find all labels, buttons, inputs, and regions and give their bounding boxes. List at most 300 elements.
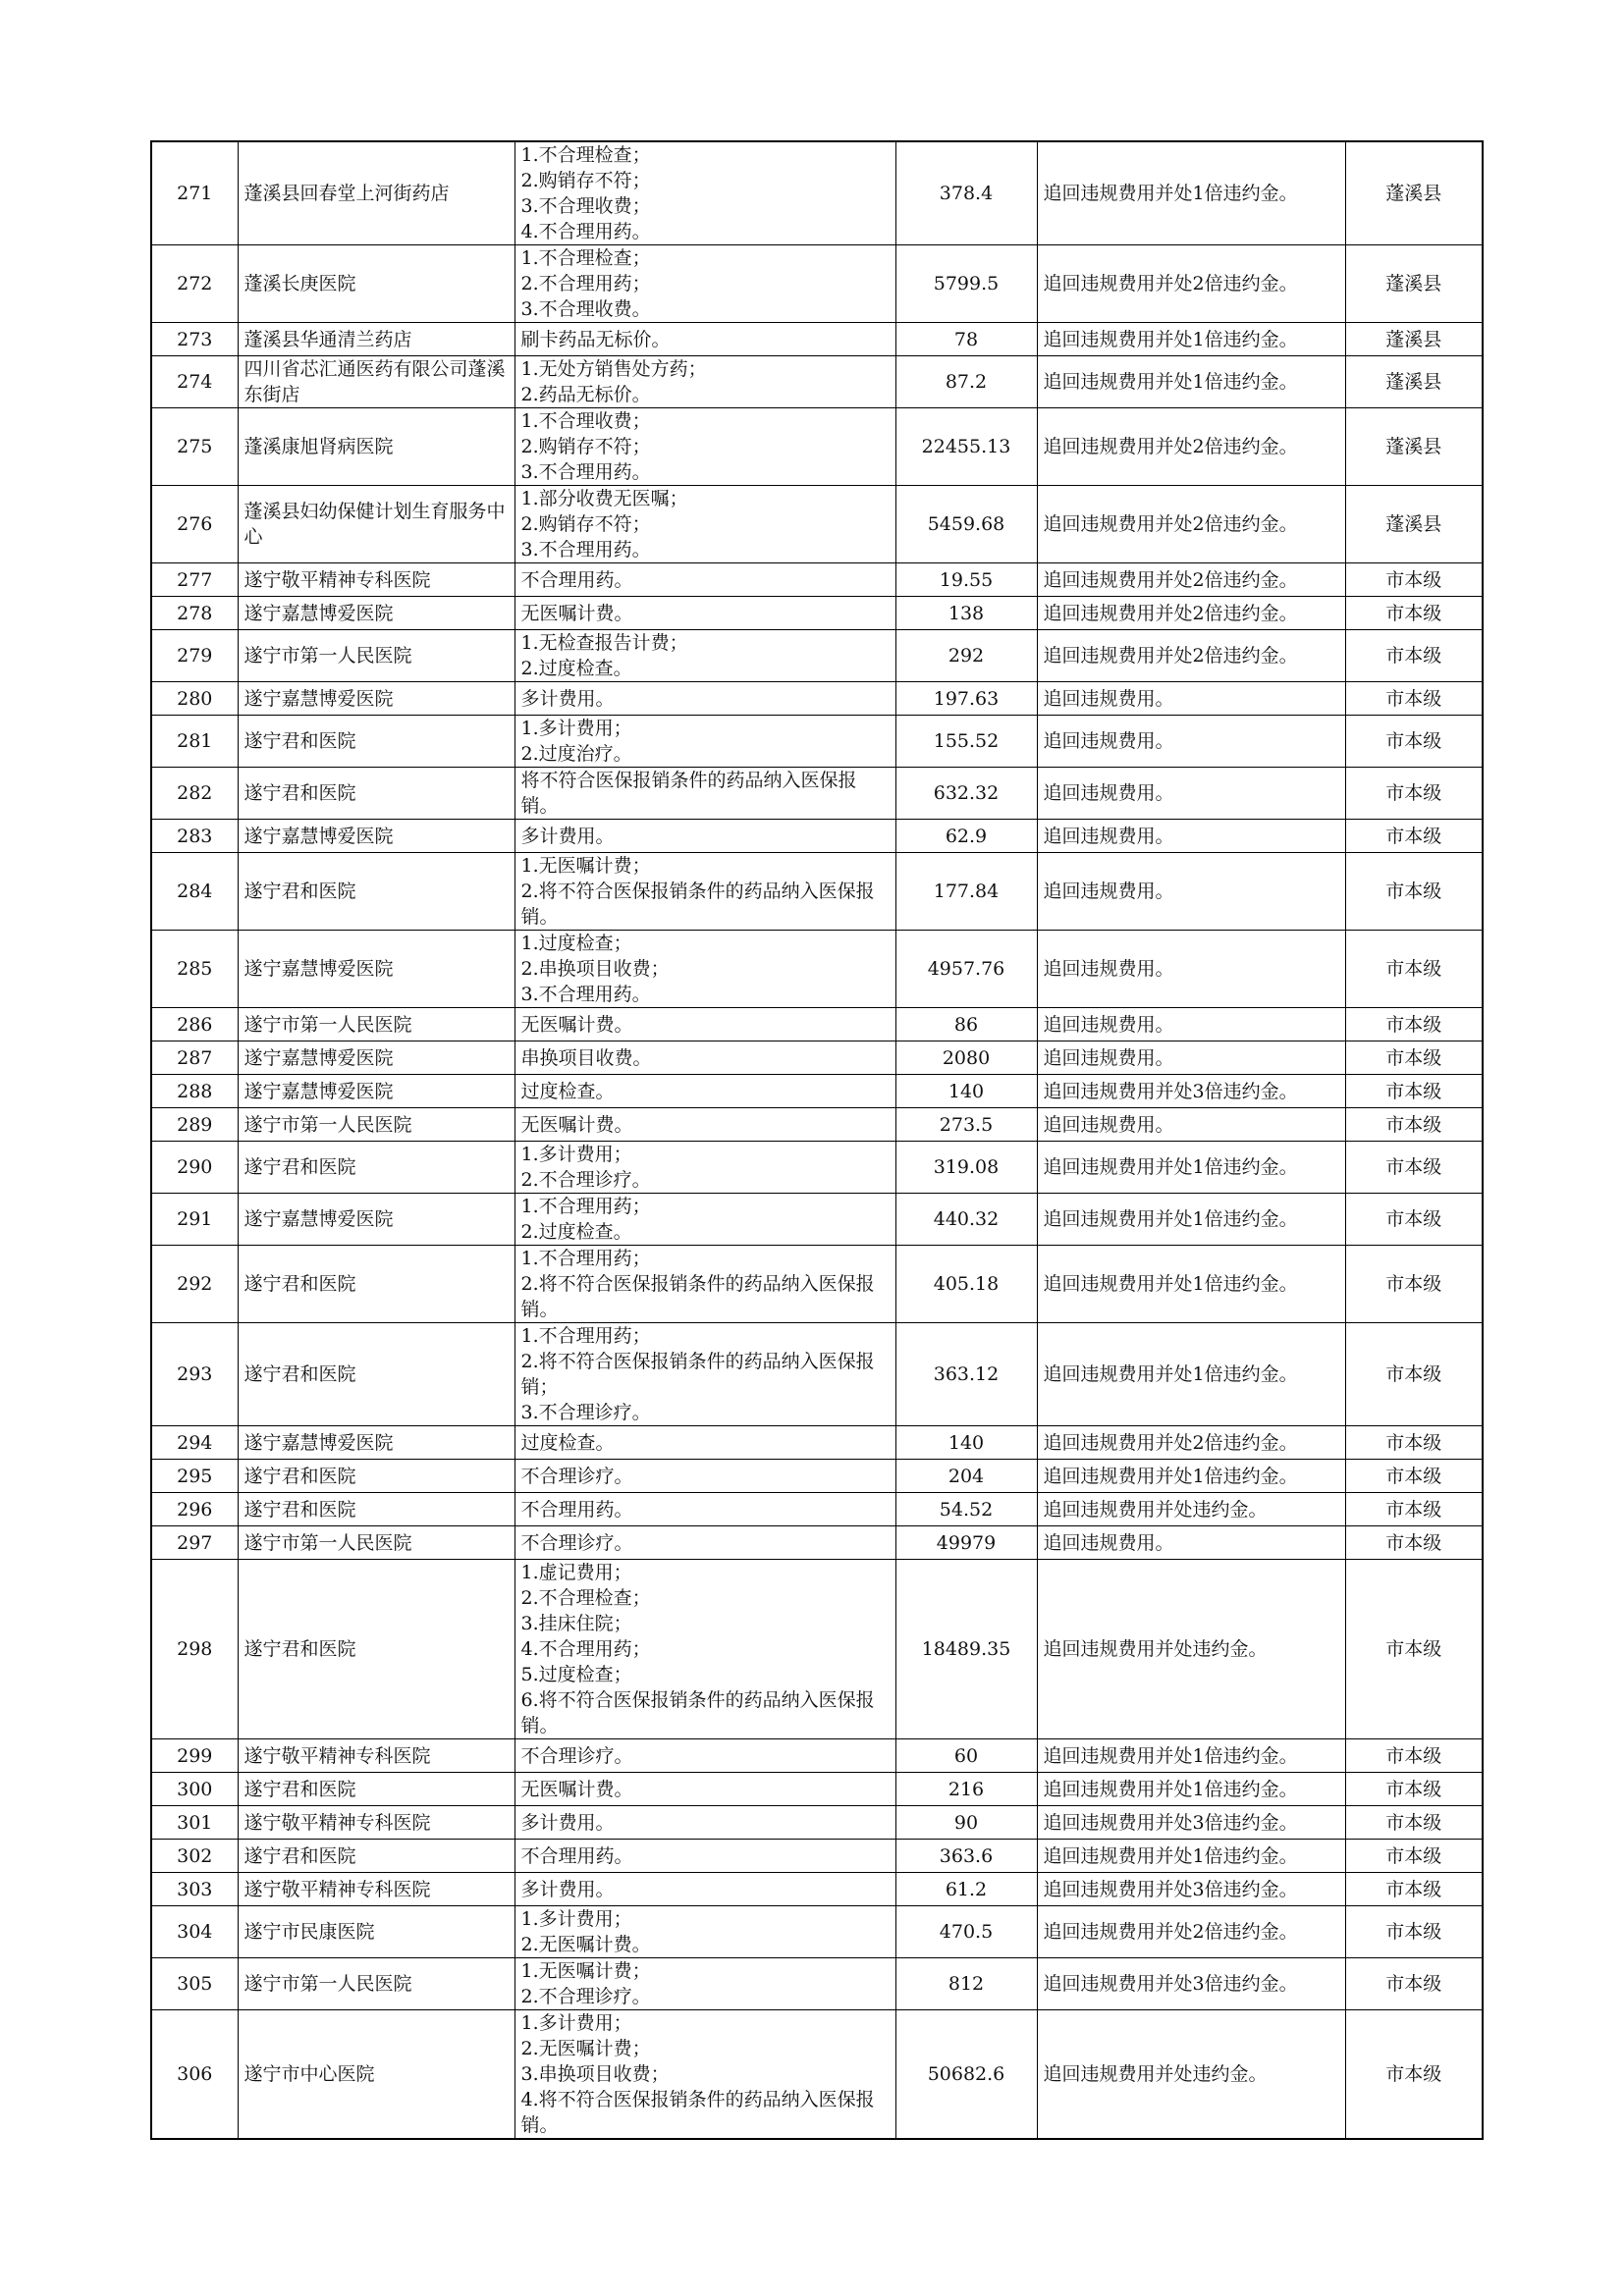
jurisdiction-level: 蓬溪县 [1345, 486, 1483, 563]
table-row [151, 356, 1483, 408]
table-row [151, 630, 1483, 682]
violation-amount: 90 [895, 1806, 1037, 1840]
row-number: 284 [151, 853, 238, 931]
violation-item: 多计费用。 [520, 1811, 615, 1834]
violation-amount: 363.12 [895, 1323, 1037, 1426]
table-row [151, 1493, 1483, 1526]
violation-amount: 197.63 [895, 682, 1037, 716]
violation-list [514, 597, 895, 630]
institution-name: 遂宁敬平精神专科医院 [238, 563, 514, 597]
row-number: 289 [151, 1108, 238, 1142]
institution-name: 遂宁君和医院 [238, 768, 514, 820]
violation-amount: 405.18 [895, 1246, 1037, 1323]
violation-item: 3.串换项目收费； [520, 2063, 670, 2085]
violation-list [514, 853, 895, 931]
violation-list [514, 1075, 895, 1108]
handling-action: 追回违规费用并处3倍违约金。 [1037, 1806, 1345, 1840]
institution-name: 遂宁嘉慧博爱医院 [238, 1075, 514, 1108]
violation-item: 1.不合理检查； [520, 144, 651, 166]
violation-amount: 319.08 [895, 1142, 1037, 1194]
table-row [151, 2010, 1483, 2140]
row-number: 294 [151, 1426, 238, 1460]
table-row [151, 141, 1483, 245]
table-row [151, 597, 1483, 630]
violation-amount: 19.55 [895, 563, 1037, 597]
table-row [151, 768, 1483, 820]
jurisdiction-level: 市本级 [1345, 1493, 1483, 1526]
table-row [151, 820, 1483, 853]
violation-item: 不合理诊疗。 [520, 1531, 633, 1554]
violation-item: 1.多计费用； [520, 1144, 632, 1165]
institution-name: 遂宁君和医院 [238, 716, 514, 768]
violation-list [514, 1773, 895, 1806]
violation-list [514, 682, 895, 716]
violation-list [514, 1560, 895, 1739]
violation-item: 1.无处方销售处方药； [520, 358, 707, 380]
violation-item: 2.不合理用药； [520, 273, 651, 294]
table-row [151, 1142, 1483, 1194]
row-number: 288 [151, 1075, 238, 1108]
row-number: 276 [151, 486, 238, 563]
violation-amount: 18489.35 [895, 1560, 1037, 1739]
jurisdiction-level: 市本级 [1345, 630, 1483, 682]
institution-name: 蓬溪县回春堂上河街药店 [238, 141, 514, 245]
jurisdiction-level: 市本级 [1345, 1560, 1483, 1739]
jurisdiction-level: 市本级 [1345, 1840, 1483, 1873]
row-number: 281 [151, 716, 238, 768]
table-row [151, 1739, 1483, 1773]
handling-action: 追回违规费用并处违约金。 [1037, 2010, 1345, 2140]
violation-item: 6.将不符合医保报销条件的药品纳入医保报销。 [520, 1689, 875, 1736]
violation-item: 1.虚记费用； [520, 1562, 632, 1583]
institution-name: 遂宁君和医院 [238, 1246, 514, 1323]
row-number: 296 [151, 1493, 238, 1526]
handling-action: 追回违规费用并处违约金。 [1037, 1560, 1345, 1739]
row-number: 286 [151, 1008, 238, 1041]
violation-item: 3.不合理诊疗。 [520, 1402, 651, 1423]
jurisdiction-level: 市本级 [1345, 597, 1483, 630]
violation-amount: 216 [895, 1773, 1037, 1806]
violation-item: 3.不合理用药。 [520, 539, 651, 561]
violation-list [514, 1108, 895, 1142]
jurisdiction-level: 市本级 [1345, 716, 1483, 768]
violation-list [514, 1806, 895, 1840]
institution-name: 遂宁君和医院 [238, 1773, 514, 1806]
handling-action: 追回违规费用。 [1037, 931, 1345, 1008]
table-row [151, 486, 1483, 563]
violation-amount: 60 [895, 1739, 1037, 1773]
row-number: 292 [151, 1246, 238, 1323]
violation-list [514, 1906, 895, 1958]
handling-action: 追回违规费用并处1倍违约金。 [1037, 1323, 1345, 1426]
institution-name: 遂宁嘉慧博爱医院 [238, 682, 514, 716]
violation-list [514, 323, 895, 356]
row-number: 290 [151, 1142, 238, 1194]
table-row [151, 1873, 1483, 1906]
violation-item: 2.过度检查。 [520, 1221, 632, 1243]
violation-amount: 292 [895, 630, 1037, 682]
violation-amount: 273.5 [895, 1108, 1037, 1142]
table-row [151, 931, 1483, 1008]
jurisdiction-level: 市本级 [1345, 1526, 1483, 1560]
violation-item: 多计费用。 [520, 687, 615, 710]
violation-amount: 49979 [895, 1526, 1037, 1560]
table-row [151, 1194, 1483, 1246]
violation-list [514, 931, 895, 1008]
jurisdiction-level: 市本级 [1345, 1246, 1483, 1323]
table-row [151, 1526, 1483, 1560]
handling-action: 追回违规费用并处1倍违约金。 [1037, 1840, 1345, 1873]
row-number: 306 [151, 2010, 238, 2140]
table-row [151, 1426, 1483, 1460]
jurisdiction-level: 市本级 [1345, 768, 1483, 820]
institution-name: 蓬溪县华通清兰药店 [238, 323, 514, 356]
jurisdiction-level: 市本级 [1345, 1041, 1483, 1075]
violation-list [514, 1323, 895, 1426]
row-number: 277 [151, 563, 238, 597]
row-number: 278 [151, 597, 238, 630]
violation-item: 2.无医嘱计费； [520, 2038, 651, 2059]
violation-item: 1.不合理用药； [520, 1325, 651, 1347]
violation-item: 2.将不符合医保报销条件的药品纳入医保报销； [520, 1351, 875, 1398]
handling-action: 追回违规费用并处2倍违约金。 [1037, 245, 1345, 323]
handling-action: 追回违规费用并处2倍违约金。 [1037, 408, 1345, 486]
table-row [151, 245, 1483, 323]
violation-item: 过度检查。 [520, 1431, 615, 1454]
violation-item: 2.将不符合医保报销条件的药品纳入医保报销。 [520, 1273, 875, 1320]
institution-name: 遂宁君和医院 [238, 1142, 514, 1194]
institution-name: 遂宁市民康医院 [238, 1906, 514, 1958]
violation-amount: 5799.5 [895, 245, 1037, 323]
table-row [151, 563, 1483, 597]
violation-list [514, 1246, 895, 1323]
violation-item: 4.不合理用药； [520, 1638, 651, 1660]
violation-list [514, 716, 895, 768]
violation-item: 2.购销存不符； [520, 513, 651, 535]
table-row [151, 1560, 1483, 1739]
violation-amount: 140 [895, 1426, 1037, 1460]
table-body [151, 141, 1483, 2139]
violation-item: 2.购销存不符； [520, 170, 651, 191]
jurisdiction-level: 市本级 [1345, 682, 1483, 716]
jurisdiction-level: 市本级 [1345, 1773, 1483, 1806]
violation-item: 1.多计费用； [520, 2012, 632, 2034]
violation-item: 2.不合理诊疗。 [520, 1986, 651, 2007]
table-row [151, 1008, 1483, 1041]
jurisdiction-level: 市本级 [1345, 1142, 1483, 1194]
violation-amount: 363.6 [895, 1840, 1037, 1873]
handling-action: 追回违规费用并处2倍违约金。 [1037, 563, 1345, 597]
violation-item: 2.将不符合医保报销条件的药品纳入医保报销。 [520, 881, 875, 928]
violation-amount: 22455.13 [895, 408, 1037, 486]
institution-name: 遂宁市第一人民医院 [238, 1526, 514, 1560]
institution-name: 蓬溪康旭肾病医院 [238, 408, 514, 486]
row-number: 293 [151, 1323, 238, 1426]
row-number: 297 [151, 1526, 238, 1560]
violation-list [514, 245, 895, 323]
table-row [151, 1108, 1483, 1142]
handling-action: 追回违规费用。 [1037, 820, 1345, 853]
violation-list [514, 2010, 895, 2140]
violation-item: 1.不合理用药； [520, 1196, 651, 1217]
violation-item: 1.部分收费无医嘱； [520, 488, 688, 509]
handling-action: 追回违规费用并处1倍违约金。 [1037, 1194, 1345, 1246]
table-row [151, 853, 1483, 931]
jurisdiction-level: 市本级 [1345, 1323, 1483, 1426]
violation-amount: 61.2 [895, 1873, 1037, 1906]
violation-item: 1.多计费用； [520, 718, 632, 739]
violation-list [514, 820, 895, 853]
violation-amount: 50682.6 [895, 2010, 1037, 2140]
jurisdiction-level: 市本级 [1345, 1108, 1483, 1142]
violations-table [150, 140, 1484, 2140]
row-number: 274 [151, 356, 238, 408]
violation-list [514, 1460, 895, 1493]
jurisdiction-level: 蓬溪县 [1345, 323, 1483, 356]
violation-item: 1.不合理检查； [520, 247, 651, 269]
row-number: 279 [151, 630, 238, 682]
row-number: 280 [151, 682, 238, 716]
violation-amount: 62.9 [895, 820, 1037, 853]
jurisdiction-level: 蓬溪县 [1345, 245, 1483, 323]
handling-action: 追回违规费用。 [1037, 682, 1345, 716]
violation-amount: 78 [895, 323, 1037, 356]
row-number: 271 [151, 141, 238, 245]
violation-item: 将不符合医保报销条件的药品纳入医保报销。 [520, 770, 857, 817]
violation-list [514, 630, 895, 682]
handling-action: 追回违规费用并处违约金。 [1037, 1493, 1345, 1526]
violation-amount: 632.32 [895, 768, 1037, 820]
institution-name: 遂宁君和医院 [238, 1493, 514, 1526]
violation-item: 5.过度检查； [520, 1664, 632, 1685]
jurisdiction-level: 市本级 [1345, 820, 1483, 853]
violation-list [514, 1873, 895, 1906]
row-number: 300 [151, 1773, 238, 1806]
violation-amount: 440.32 [895, 1194, 1037, 1246]
institution-name: 遂宁敬平精神专科医院 [238, 1739, 514, 1773]
violation-item: 无医嘱计费。 [520, 1778, 633, 1800]
institution-name: 遂宁嘉慧博爱医院 [238, 1426, 514, 1460]
jurisdiction-level: 市本级 [1345, 1008, 1483, 1041]
handling-action: 追回违规费用。 [1037, 1108, 1345, 1142]
institution-name: 蓬溪县妇幼保健计划生育服务中心 [238, 486, 514, 563]
violation-list [514, 1008, 895, 1041]
handling-action: 追回违规费用。 [1037, 1008, 1345, 1041]
violation-list [514, 141, 895, 245]
table-row [151, 1958, 1483, 2010]
violation-amount: 140 [895, 1075, 1037, 1108]
violation-list [514, 768, 895, 820]
violation-item: 3.挂床住院； [520, 1613, 632, 1634]
jurisdiction-level: 蓬溪县 [1345, 141, 1483, 245]
violation-item: 1.无检查报告计费； [520, 632, 688, 654]
row-number: 275 [151, 408, 238, 486]
violation-amount: 204 [895, 1460, 1037, 1493]
violation-item: 2.不合理检查； [520, 1587, 651, 1609]
institution-name: 遂宁君和医院 [238, 1460, 514, 1493]
violation-item: 1.过度检查； [520, 933, 632, 954]
row-number: 298 [151, 1560, 238, 1739]
violation-list [514, 486, 895, 563]
violation-item: 3.不合理收费； [520, 195, 651, 217]
row-number: 301 [151, 1806, 238, 1840]
violation-item: 2.无医嘱计费。 [520, 1934, 651, 1955]
institution-name: 蓬溪长庚医院 [238, 245, 514, 323]
handling-action: 追回违规费用并处1倍违约金。 [1037, 356, 1345, 408]
table-row [151, 1773, 1483, 1806]
handling-action: 追回违规费用并处3倍违约金。 [1037, 1958, 1345, 2010]
institution-name: 遂宁君和医院 [238, 853, 514, 931]
handling-action: 追回违规费用并处2倍违约金。 [1037, 1906, 1345, 1958]
violation-item: 不合理诊疗。 [520, 1744, 633, 1767]
row-number: 305 [151, 1958, 238, 2010]
jurisdiction-level: 市本级 [1345, 1426, 1483, 1460]
violation-list [514, 1194, 895, 1246]
violation-amount: 470.5 [895, 1906, 1037, 1958]
institution-name: 遂宁君和医院 [238, 1560, 514, 1739]
violation-list [514, 1493, 895, 1526]
handling-action: 追回违规费用并处1倍违约金。 [1037, 1773, 1345, 1806]
institution-name: 遂宁市中心医院 [238, 2010, 514, 2140]
institution-name: 遂宁嘉慧博爱医院 [238, 820, 514, 853]
institution-name: 四川省芯汇通医药有限公司蓬溪东街店 [238, 356, 514, 408]
jurisdiction-level: 市本级 [1345, 1906, 1483, 1958]
violation-item: 无医嘱计费。 [520, 1013, 633, 1036]
jurisdiction-level: 市本级 [1345, 853, 1483, 931]
institution-name: 遂宁嘉慧博爱医院 [238, 597, 514, 630]
violation-item: 无医嘱计费。 [520, 1113, 633, 1136]
row-number: 291 [151, 1194, 238, 1246]
violation-item: 4.将不符合医保报销条件的药品纳入医保报销。 [520, 2089, 875, 2136]
violation-amount: 4957.76 [895, 931, 1037, 1008]
row-number: 299 [151, 1739, 238, 1773]
jurisdiction-level: 市本级 [1345, 2010, 1483, 2140]
row-number: 303 [151, 1873, 238, 1906]
violation-item: 1.无医嘱计费； [520, 855, 651, 877]
violation-amount: 812 [895, 1958, 1037, 2010]
violation-item: 3.不合理用药。 [520, 461, 651, 483]
violation-item: 不合理用药。 [520, 1844, 633, 1867]
institution-name: 遂宁嘉慧博爱医院 [238, 1041, 514, 1075]
violation-item: 3.不合理收费。 [520, 298, 651, 320]
jurisdiction-level: 市本级 [1345, 1806, 1483, 1840]
violation-item: 1.多计费用； [520, 1908, 632, 1930]
violation-list [514, 356, 895, 408]
violation-item: 不合理用药。 [520, 1498, 633, 1521]
row-number: 304 [151, 1906, 238, 1958]
handling-action: 追回违规费用并处2倍违约金。 [1037, 486, 1345, 563]
handling-action: 追回违规费用并处1倍违约金。 [1037, 1142, 1345, 1194]
jurisdiction-level: 市本级 [1345, 1194, 1483, 1246]
handling-action: 追回违规费用并处1倍违约金。 [1037, 1246, 1345, 1323]
violation-item: 1.无医嘱计费； [520, 1960, 651, 1982]
handling-action: 追回违规费用并处3倍违约金。 [1037, 1075, 1345, 1108]
institution-name: 遂宁市第一人民医院 [238, 1108, 514, 1142]
table-row [151, 1041, 1483, 1075]
row-number: 282 [151, 768, 238, 820]
violation-list [514, 1041, 895, 1075]
handling-action: 追回违规费用并处1倍违约金。 [1037, 1739, 1345, 1773]
violation-amount: 177.84 [895, 853, 1037, 931]
violation-list [514, 563, 895, 597]
violation-item: 2.购销存不符； [520, 436, 651, 457]
row-number: 295 [151, 1460, 238, 1493]
institution-name: 遂宁嘉慧博爱医院 [238, 931, 514, 1008]
violation-item: 2.过度治疗。 [520, 743, 632, 765]
violation-item: 3.不合理用药。 [520, 984, 651, 1005]
jurisdiction-level: 市本级 [1345, 1873, 1483, 1906]
table-row [151, 1460, 1483, 1493]
table-row [151, 323, 1483, 356]
jurisdiction-level: 蓬溪县 [1345, 408, 1483, 486]
violation-item: 1.不合理收费； [520, 410, 651, 432]
row-number: 302 [151, 1840, 238, 1873]
violation-list [514, 408, 895, 486]
row-number: 272 [151, 245, 238, 323]
violation-item: 不合理诊疗。 [520, 1465, 633, 1487]
jurisdiction-level: 市本级 [1345, 563, 1483, 597]
violation-item: 不合理用药。 [520, 568, 633, 591]
violation-amount: 155.52 [895, 716, 1037, 768]
table-row [151, 408, 1483, 486]
institution-name: 遂宁市第一人民医院 [238, 1008, 514, 1041]
table-row [151, 1323, 1483, 1426]
row-number: 273 [151, 323, 238, 356]
table-row [151, 1075, 1483, 1108]
violation-item: 刷卡药品无标价。 [520, 328, 671, 350]
row-number: 287 [151, 1041, 238, 1075]
violation-item: 过度检查。 [520, 1080, 615, 1102]
violation-list [514, 1142, 895, 1194]
table-row [151, 1806, 1483, 1840]
violation-item: 多计费用。 [520, 825, 615, 847]
violation-list [514, 1526, 895, 1560]
violation-item: 2.串换项目收费； [520, 958, 670, 980]
table-row [151, 682, 1483, 716]
jurisdiction-level: 蓬溪县 [1345, 356, 1483, 408]
violation-amount: 54.52 [895, 1493, 1037, 1526]
violation-item: 无医嘱计费。 [520, 602, 633, 624]
table-row [151, 1906, 1483, 1958]
violation-amount: 87.2 [895, 356, 1037, 408]
handling-action: 追回违规费用并处2倍违约金。 [1037, 1426, 1345, 1460]
handling-action: 追回违规费用。 [1037, 1041, 1345, 1075]
violation-amount: 138 [895, 597, 1037, 630]
violation-amount: 5459.68 [895, 486, 1037, 563]
institution-name: 遂宁君和医院 [238, 1323, 514, 1426]
violation-item: 2.过度检查。 [520, 658, 632, 679]
institution-name: 遂宁嘉慧博爱医院 [238, 1194, 514, 1246]
handling-action: 追回违规费用并处1倍违约金。 [1037, 323, 1345, 356]
violation-amount: 2080 [895, 1041, 1037, 1075]
violation-list [514, 1840, 895, 1873]
institution-name: 遂宁市第一人民医院 [238, 1958, 514, 2010]
violation-list [514, 1426, 895, 1460]
handling-action: 追回违规费用。 [1037, 716, 1345, 768]
handling-action: 追回违规费用并处3倍违约金。 [1037, 1873, 1345, 1906]
handling-action: 追回违规费用。 [1037, 1526, 1345, 1560]
violation-amount: 378.4 [895, 141, 1037, 245]
handling-action: 追回违规费用。 [1037, 853, 1345, 931]
violation-amount: 86 [895, 1008, 1037, 1041]
violation-list [514, 1958, 895, 2010]
violation-item: 2.不合理诊疗。 [520, 1169, 651, 1191]
jurisdiction-level: 市本级 [1345, 931, 1483, 1008]
table-row [151, 716, 1483, 768]
violation-item: 多计费用。 [520, 1878, 615, 1900]
institution-name: 遂宁敬平精神专科医院 [238, 1806, 514, 1840]
jurisdiction-level: 市本级 [1345, 1075, 1483, 1108]
